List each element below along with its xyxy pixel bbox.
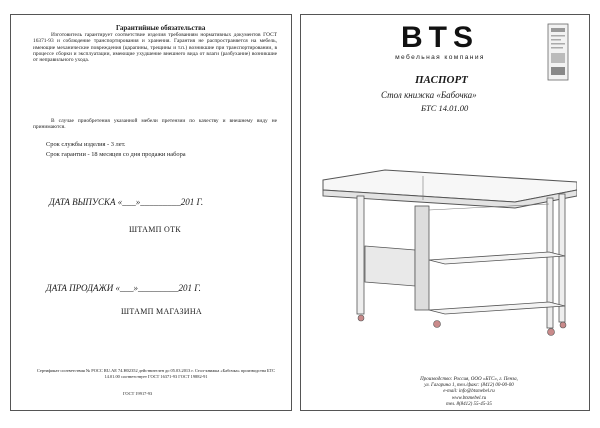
- contact-email: e-mail: info@btsmebel.ru: [443, 389, 495, 395]
- warranty-page: [10, 14, 292, 411]
- product-name: Стол книжка «Бабочка»: [381, 90, 477, 100]
- brand-logo: [375, 23, 505, 61]
- service-life-text: Срок службы изделия - 3 лет.: [46, 141, 126, 148]
- certificate-footer: Сертификат соответствия № РОСС RU.АЕ 74.Н02352 действителен до 05.03.2013 г. Стол-книжка «Бабочка» производства БТС 14.01.00 соответствует ГОСТ 16371-93 ГОСТ 19882-91: [36, 368, 276, 379]
- standard-footer: ГОСТ 19917-93: [123, 391, 153, 396]
- warranty-title: Гарантийные обязательства: [116, 24, 206, 32]
- passport-cover-page: [300, 14, 590, 411]
- sale-date-label: ДАТА ПРОДАЖИ «___»_________201 Г.: [46, 283, 201, 293]
- issue-date-label: ДАТА ВЫПУСКА «___»_________201 Г.: [49, 197, 204, 207]
- manufacturer-contacts: [379, 377, 559, 408]
- brand-tagline: мебельная компания: [395, 54, 485, 61]
- product-label-icon: [547, 23, 569, 81]
- contact-line: Производство: Россия, ООО «БТС», г. Пенза,: [420, 377, 518, 382]
- brand-logo-text: BTS: [401, 21, 479, 54]
- passport-title: ПАСПОРТ: [415, 74, 468, 86]
- folding-table-illustration: [315, 160, 577, 340]
- warranty-period-text: Срок гарантии - 18 месяцев со дня продажи набора: [46, 151, 186, 158]
- contact-line: ул. Гагарина 1, тел./факс: (8412) 00-00-00: [424, 383, 514, 389]
- otk-stamp-label: ШТАМП ОТК: [129, 225, 181, 234]
- product-code: БТС 14.01.00: [421, 103, 469, 113]
- store-stamp-label: ШТАМП МАГАЗИНА: [121, 307, 202, 316]
- contact-phone: тел. 8(8412) 55-45-35: [446, 401, 492, 407]
- warranty-paragraph-1: Изготовитель гарантирует соответствие изделия требованиям нормативных документов ГОСТ 16371-93 и соблюдение транспортирования и хранения. Гарантия не распространяется на мебель, имеющие механические повреждения (царапины, трещины и т.п.) возникшие при транспортировании, в процессе сборки и эксплуатации, имеющие ухудшение внешнего вида от влаги (разбухание) возникшие от неправильного ухода.: [33, 32, 277, 64]
- contact-website: www.btsmebel.ru: [451, 395, 487, 401]
- warranty-paragraph-2: В случае приобретения указанной мебели претензии по качеству и внешнему виду не принимаются.: [33, 118, 277, 131]
